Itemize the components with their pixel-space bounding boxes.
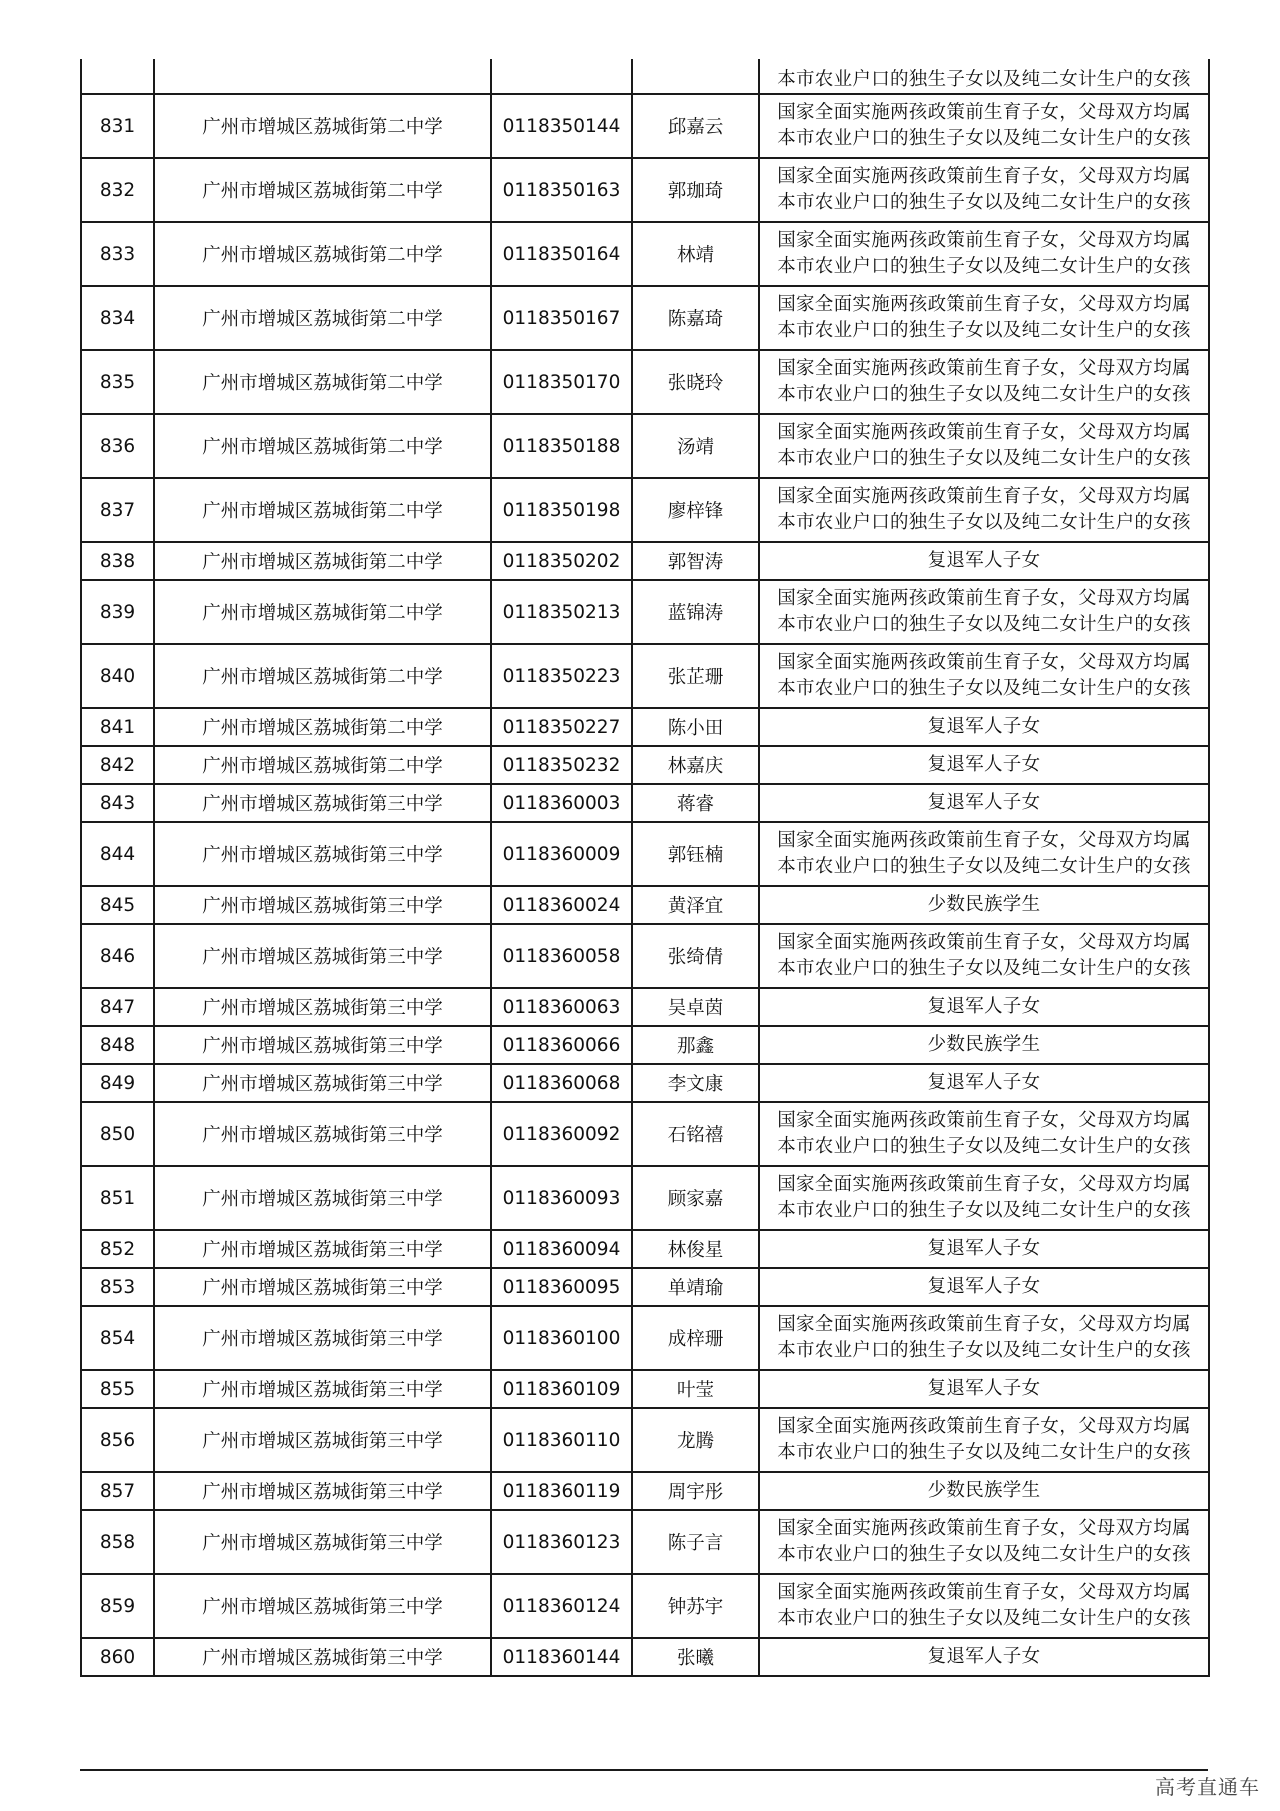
cell-school: 广州市增城区荔城街第三中学 [154, 1306, 491, 1370]
category-line-1: 国家全面实施两孩政策前生育子女，父母双方均属 [777, 830, 1191, 851]
cell-id: 0118350163 [491, 158, 632, 222]
category-line-2: 本市农业户口的独生子女以及纯二女计生户的女孩 [777, 1200, 1191, 1221]
category-line-1: 国家全面实施两孩政策前生育子女，父母双方均属 [777, 932, 1191, 953]
cell-school: 广州市增城区荔城街第二中学 [154, 158, 491, 222]
category-line-1: 复退军人子女 [927, 1646, 1041, 1667]
cell-id: 0118360066 [491, 1026, 632, 1064]
category-line-1: 国家全面实施两孩政策前生育子女，父母双方均属 [777, 1582, 1191, 1603]
cell-name [632, 59, 759, 94]
cell-school: 广州市增城区荔城街第三中学 [154, 1268, 491, 1306]
cell-school: 广州市增城区荔城街第三中学 [154, 924, 491, 988]
table-row [81, 1370, 1209, 1408]
table-row [81, 708, 1209, 746]
cell-no: 837 [81, 478, 154, 542]
cell-no: 859 [81, 1574, 154, 1638]
cell-category [759, 1306, 1209, 1370]
cell-no: 855 [81, 1370, 154, 1408]
cell-id: 0118350198 [491, 478, 632, 542]
cell-no: 831 [81, 94, 154, 158]
cell-name: 龙腾 [632, 1408, 759, 1472]
cell-category [759, 580, 1209, 644]
cell-no: 857 [81, 1472, 154, 1510]
cell-name: 张曦 [632, 1638, 759, 1676]
table-row-partial [81, 59, 1209, 94]
category-line-1: 国家全面实施两孩政策前生育子女，父母双方均属 [777, 588, 1191, 609]
cell-school: 广州市增城区荔城街第三中学 [154, 1638, 491, 1676]
category-line-1: 复退军人子女 [927, 792, 1041, 813]
category-line-2: 本市农业户口的独生子女以及纯二女计生户的女孩 [777, 1544, 1191, 1565]
cell-school: 广州市增城区荔城街第二中学 [154, 708, 491, 746]
cell-category [759, 59, 1209, 94]
cell-school: 广州市增城区荔城街第二中学 [154, 746, 491, 784]
category-line-1: 复退军人子女 [927, 996, 1041, 1017]
cell-school: 广州市增城区荔城街第三中学 [154, 1026, 491, 1064]
category-line-1: 国家全面实施两孩政策前生育子女，父母双方均属 [777, 422, 1191, 443]
cell-category [759, 1268, 1209, 1306]
category-line-2: 本市农业户口的独生子女以及纯二女计生户的女孩 [777, 856, 1191, 877]
cell-name: 张芷珊 [632, 644, 759, 708]
cell-name: 张晓玲 [632, 350, 759, 414]
category-line-2: 本市农业户口的独生子女以及纯二女计生户的女孩 [777, 1442, 1191, 1463]
category-line-2: 本市农业户口的独生子女以及纯二女计生户的女孩 [777, 1608, 1191, 1629]
cell-category [759, 1574, 1209, 1638]
cell-category [759, 350, 1209, 414]
cell-school: 广州市增城区荔城街第二中学 [154, 94, 491, 158]
category-line-2: 本市农业户口的独生子女以及纯二女计生户的女孩 [777, 614, 1191, 635]
cell-category [759, 1510, 1209, 1574]
cell-category [759, 1638, 1209, 1676]
cell-category [759, 988, 1209, 1026]
table-row [81, 1510, 1209, 1574]
cell-category [759, 784, 1209, 822]
cell-id: 0118360110 [491, 1408, 632, 1472]
cell-name: 林靖 [632, 222, 759, 286]
cell-no: 838 [81, 542, 154, 580]
cell-school: 广州市增城区荔城街第三中学 [154, 886, 491, 924]
cell-no: 844 [81, 822, 154, 886]
cell-name: 汤靖 [632, 414, 759, 478]
cell-id: 0118360124 [491, 1574, 632, 1638]
category-line-2: 本市农业户口的独生子女以及纯二女计生户的女孩 [777, 256, 1191, 277]
table-row [81, 1064, 1209, 1102]
cell-name: 郭钰楠 [632, 822, 759, 886]
cell-name: 廖梓锋 [632, 478, 759, 542]
category-line-2: 本市农业户口的独生子女以及纯二女计生户的女孩 [777, 512, 1191, 533]
category-line-2: 本市农业户口的独生子女以及纯二女计生户的女孩 [777, 1136, 1191, 1157]
cell-id: 0118360063 [491, 988, 632, 1026]
cell-no: 842 [81, 746, 154, 784]
cell-name: 吴卓茵 [632, 988, 759, 1026]
cell-no [81, 59, 154, 94]
category-line-1: 国家全面实施两孩政策前生育子女，父母双方均属 [777, 230, 1191, 251]
cell-school: 广州市增城区荔城街第三中学 [154, 1102, 491, 1166]
cell-id: 0118360144 [491, 1638, 632, 1676]
table-row [81, 822, 1209, 886]
cell-id: 0118350223 [491, 644, 632, 708]
cell-id: 0118350167 [491, 286, 632, 350]
cell-no: 835 [81, 350, 154, 414]
category-line-1: 国家全面实施两孩政策前生育子女，父母双方均属 [777, 358, 1191, 379]
cell-no: 847 [81, 988, 154, 1026]
cell-category [759, 708, 1209, 746]
category-line-1: 少数民族学生 [927, 894, 1041, 915]
cell-no: 854 [81, 1306, 154, 1370]
cell-category [759, 1370, 1209, 1408]
table-row [81, 1102, 1209, 1166]
cell-school: 广州市增城区荔城街第三中学 [154, 784, 491, 822]
cell-school: 广州市增城区荔城街第二中学 [154, 414, 491, 478]
cell-name: 李文康 [632, 1064, 759, 1102]
cell-id: 0118360100 [491, 1306, 632, 1370]
cell-name: 叶莹 [632, 1370, 759, 1408]
cell-school: 广州市增城区荔城街第二中学 [154, 222, 491, 286]
cell-name: 陈子言 [632, 1510, 759, 1574]
cell-id: 0118360024 [491, 886, 632, 924]
category-line-1: 少数民族学生 [927, 1034, 1041, 1055]
cell-category [759, 158, 1209, 222]
category-line-2: 本市农业户口的独生子女以及纯二女计生户的女孩 [777, 448, 1191, 469]
cell-id: 0118350188 [491, 414, 632, 478]
category-line-1: 国家全面实施两孩政策前生育子女，父母双方均属 [777, 1416, 1191, 1437]
cell-id: 0118360095 [491, 1268, 632, 1306]
category-line-1: 复退军人子女 [927, 754, 1041, 775]
table-row [81, 1638, 1209, 1676]
table-row [81, 1472, 1209, 1510]
cell-name: 成梓珊 [632, 1306, 759, 1370]
cell-no: 851 [81, 1166, 154, 1230]
cell-category [759, 94, 1209, 158]
cell-category [759, 1064, 1209, 1102]
cell-no: 833 [81, 222, 154, 286]
table-row [81, 1306, 1209, 1370]
cell-no: 839 [81, 580, 154, 644]
category-line-2: 本市农业户口的独生子女以及纯二女计生户的女孩 [777, 69, 1191, 90]
cell-no: 836 [81, 414, 154, 478]
cell-id: 0118350144 [491, 94, 632, 158]
cell-id: 0118350213 [491, 580, 632, 644]
category-line-1: 国家全面实施两孩政策前生育子女，父母双方均属 [777, 1110, 1191, 1131]
category-line-1: 国家全面实施两孩政策前生育子女，父母双方均属 [777, 1174, 1191, 1195]
cell-name: 单靖瑜 [632, 1268, 759, 1306]
cell-id: 0118360109 [491, 1370, 632, 1408]
cell-name: 郭珈琦 [632, 158, 759, 222]
cell-category [759, 746, 1209, 784]
category-line-2: 本市农业户口的独生子女以及纯二女计生户的女孩 [777, 678, 1191, 699]
cell-no: 848 [81, 1026, 154, 1064]
category-line-1: 国家全面实施两孩政策前生育子女，父母双方均属 [777, 1518, 1191, 1539]
cell-no: 849 [81, 1064, 154, 1102]
cell-category [759, 222, 1209, 286]
cell-school: 广州市增城区荔城街第三中学 [154, 1510, 491, 1574]
cell-name: 郭智涛 [632, 542, 759, 580]
category-line-1: 复退军人子女 [927, 716, 1041, 737]
category-line-1: 国家全面实施两孩政策前生育子女，父母双方均属 [777, 294, 1191, 315]
table-row [81, 746, 1209, 784]
table-row [81, 222, 1209, 286]
table-row [81, 1408, 1209, 1472]
cell-school [154, 59, 491, 94]
cell-no: 841 [81, 708, 154, 746]
cell-category [759, 1102, 1209, 1166]
category-line-1: 少数民族学生 [927, 1480, 1041, 1501]
category-line-1: 复退军人子女 [927, 1238, 1041, 1259]
category-line-1: 国家全面实施两孩政策前生育子女，父母双方均属 [777, 652, 1191, 673]
cell-name: 蓝锦涛 [632, 580, 759, 644]
cell-name: 林俊星 [632, 1230, 759, 1268]
cell-name: 邱嘉云 [632, 94, 759, 158]
cell-category [759, 478, 1209, 542]
cell-school: 广州市增城区荔城街第三中学 [154, 1064, 491, 1102]
table-row [81, 644, 1209, 708]
watermark: 高考直通车 [1155, 1775, 1260, 1799]
category-line-1: 国家全面实施两孩政策前生育子女，父母双方均属 [777, 102, 1191, 123]
cell-no: 845 [81, 886, 154, 924]
table-row [81, 1026, 1209, 1064]
cell-category [759, 414, 1209, 478]
cell-no: 834 [81, 286, 154, 350]
cell-id: 0118350202 [491, 542, 632, 580]
cell-id: 0118360119 [491, 1472, 632, 1510]
table-body [81, 59, 1209, 1676]
cell-id: 0118350164 [491, 222, 632, 286]
cell-category [759, 822, 1209, 886]
cell-name: 陈嘉琦 [632, 286, 759, 350]
table-row [81, 1166, 1209, 1230]
table-row [81, 94, 1209, 158]
cell-no: 846 [81, 924, 154, 988]
table-row [81, 286, 1209, 350]
category-line-1: 复退军人子女 [927, 1378, 1041, 1399]
cell-id: 0118350227 [491, 708, 632, 746]
cell-id: 0118360094 [491, 1230, 632, 1268]
cell-school: 广州市增城区荔城街第二中学 [154, 478, 491, 542]
category-line-1: 复退军人子女 [927, 1276, 1041, 1297]
cell-school: 广州市增城区荔城街第三中学 [154, 1166, 491, 1230]
cell-name: 石铭禧 [632, 1102, 759, 1166]
cell-id: 0118360123 [491, 1510, 632, 1574]
cell-no: 852 [81, 1230, 154, 1268]
cell-category [759, 1166, 1209, 1230]
table-row [81, 886, 1209, 924]
cell-category [759, 886, 1209, 924]
category-line-1: 国家全面实施两孩政策前生育子女，父母双方均属 [777, 486, 1191, 507]
cell-id: 0118360058 [491, 924, 632, 988]
cell-category [759, 1230, 1209, 1268]
cell-no: 853 [81, 1268, 154, 1306]
table-row [81, 988, 1209, 1026]
cell-id: 0118360009 [491, 822, 632, 886]
cell-name: 那鑫 [632, 1026, 759, 1064]
category-line-1: 国家全面实施两孩政策前生育子女，父母双方均属 [777, 166, 1191, 187]
category-line-1: 复退军人子女 [927, 1072, 1041, 1093]
cell-no: 856 [81, 1408, 154, 1472]
cell-school: 广州市增城区荔城街第二中学 [154, 350, 491, 414]
cell-no: 843 [81, 784, 154, 822]
table-row [81, 1268, 1209, 1306]
table-row [81, 924, 1209, 988]
cell-no: 858 [81, 1510, 154, 1574]
cell-id: 0118350232 [491, 746, 632, 784]
table-row [81, 580, 1209, 644]
table-row [81, 478, 1209, 542]
cell-school: 广州市增城区荔城街第二中学 [154, 644, 491, 708]
cell-category [759, 286, 1209, 350]
cell-name: 张绮倩 [632, 924, 759, 988]
table-row [81, 1574, 1209, 1638]
category-line-2: 本市农业户口的独生子女以及纯二女计生户的女孩 [777, 958, 1191, 979]
cell-no: 832 [81, 158, 154, 222]
student-list-table [80, 59, 1210, 1677]
cell-school: 广州市增城区荔城街第三中学 [154, 822, 491, 886]
table-row [81, 784, 1209, 822]
category-line-2: 本市农业户口的独生子女以及纯二女计生户的女孩 [777, 1340, 1191, 1361]
cell-category [759, 542, 1209, 580]
cell-name: 蒋睿 [632, 784, 759, 822]
cell-school: 广州市增城区荔城街第二中学 [154, 286, 491, 350]
cell-no: 860 [81, 1638, 154, 1676]
table-row [81, 414, 1209, 478]
cell-no: 850 [81, 1102, 154, 1166]
cell-school: 广州市增城区荔城街第三中学 [154, 1472, 491, 1510]
cell-name: 周宇彤 [632, 1472, 759, 1510]
cell-school: 广州市增城区荔城街第三中学 [154, 1370, 491, 1408]
cell-name: 陈小田 [632, 708, 759, 746]
table-row [81, 542, 1209, 580]
cell-school: 广州市增城区荔城街第三中学 [154, 1408, 491, 1472]
cell-school: 广州市增城区荔城街第二中学 [154, 580, 491, 644]
cell-name: 黄泽宜 [632, 886, 759, 924]
cell-id: 0118360092 [491, 1102, 632, 1166]
table-row [81, 158, 1209, 222]
cell-id: 0118360093 [491, 1166, 632, 1230]
table-row [81, 1230, 1209, 1268]
table-bottom-rule [80, 1769, 1208, 1771]
cell-name: 钟苏宇 [632, 1574, 759, 1638]
cell-category [759, 1026, 1209, 1064]
cell-id: 0118360003 [491, 784, 632, 822]
cell-category [759, 1408, 1209, 1472]
cell-school: 广州市增城区荔城街第三中学 [154, 1230, 491, 1268]
category-line-2: 本市农业户口的独生子女以及纯二女计生户的女孩 [777, 384, 1191, 405]
category-line-2: 本市农业户口的独生子女以及纯二女计生户的女孩 [777, 128, 1191, 149]
category-line-1: 国家全面实施两孩政策前生育子女，父母双方均属 [777, 1314, 1191, 1335]
cell-id: 0118360068 [491, 1064, 632, 1102]
category-line-2: 本市农业户口的独生子女以及纯二女计生户的女孩 [777, 192, 1191, 213]
category-line-1: 复退军人子女 [927, 550, 1041, 571]
cell-id [491, 59, 632, 94]
cell-school: 广州市增城区荔城街第三中学 [154, 988, 491, 1026]
cell-no: 840 [81, 644, 154, 708]
cell-school: 广州市增城区荔城街第二中学 [154, 542, 491, 580]
cell-name: 林嘉庆 [632, 746, 759, 784]
cell-school: 广州市增城区荔城街第三中学 [154, 1574, 491, 1638]
cell-category [759, 1472, 1209, 1510]
cell-category [759, 644, 1209, 708]
category-line-2: 本市农业户口的独生子女以及纯二女计生户的女孩 [777, 320, 1191, 341]
table-row [81, 350, 1209, 414]
cell-category [759, 924, 1209, 988]
cell-name: 顾家嘉 [632, 1166, 759, 1230]
cell-id: 0118350170 [491, 350, 632, 414]
